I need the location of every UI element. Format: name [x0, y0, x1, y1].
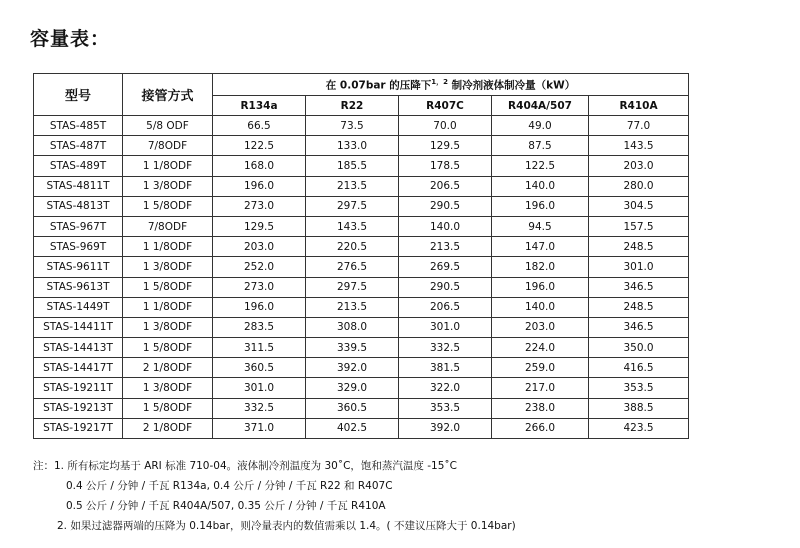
- header-capacity-sup: 1，2: [431, 77, 449, 86]
- table-row: [34, 338, 689, 358]
- capacity-cell: 297.5: [306, 196, 399, 216]
- header-r404a: R404A/507: [492, 96, 589, 116]
- model-cell: STAS-9611T: [34, 257, 123, 277]
- capacity-cell: 297.5: [306, 277, 399, 297]
- capacity-cell: 196.0: [213, 176, 306, 196]
- capacity-cell: 353.5: [589, 378, 689, 398]
- table-row: [34, 317, 689, 337]
- capacity-cell: 332.5: [399, 338, 492, 358]
- capacity-cell: 346.5: [589, 317, 689, 337]
- capacity-cell: 178.5: [399, 156, 492, 176]
- capacity-cell: 283.5: [213, 317, 306, 337]
- capacity-cell: 301.0: [399, 317, 492, 337]
- capacity-cell: 140.0: [492, 176, 589, 196]
- capacity-cell: 350.0: [589, 338, 689, 358]
- model-cell: STAS-9613T: [34, 277, 123, 297]
- capacity-cell: 269.5: [399, 257, 492, 277]
- header-r410a: R410A: [589, 96, 689, 116]
- table-row: [34, 196, 689, 216]
- capacity-cell: 308.0: [306, 317, 399, 337]
- capacity-cell: 311.5: [213, 338, 306, 358]
- capacity-cell: 392.0: [399, 418, 492, 438]
- page-title: 容量表：: [30, 28, 111, 50]
- notes: [33, 456, 773, 536]
- capacity-cell: 217.0: [492, 378, 589, 398]
- capacity-cell: 322.0: [399, 378, 492, 398]
- capacity-cell: 49.0: [492, 116, 589, 136]
- table-row: [34, 136, 689, 156]
- capacity-cell: 196.0: [492, 196, 589, 216]
- model-cell: STAS-967T: [34, 216, 123, 236]
- connection-cell: 1 1/8ODF: [123, 237, 213, 257]
- capacity-cell: 273.0: [213, 277, 306, 297]
- capacity-cell: 290.5: [399, 277, 492, 297]
- capacity-cell: 203.0: [492, 317, 589, 337]
- capacity-cell: 213.5: [306, 297, 399, 317]
- capacity-cell: 371.0: [213, 418, 306, 438]
- table-row: [34, 216, 689, 236]
- capacity-cell: 73.5: [306, 116, 399, 136]
- table-row: [34, 358, 689, 378]
- capacity-cell: 423.5: [589, 418, 689, 438]
- capacity-cell: 280.0: [589, 176, 689, 196]
- capacity-cell: 290.5: [399, 196, 492, 216]
- connection-cell: 1 3/8ODF: [123, 257, 213, 277]
- connection-cell: 2 1/8ODF: [123, 358, 213, 378]
- header-r407c: R407C: [399, 96, 492, 116]
- header-r22: R22: [306, 96, 399, 116]
- capacity-cell: 276.5: [306, 257, 399, 277]
- table-row: [34, 237, 689, 257]
- header-capacity-suffix: 制冷剂液体制冷量（kW）: [448, 79, 576, 92]
- capacity-cell: 252.0: [213, 257, 306, 277]
- capacity-cell: 332.5: [213, 398, 306, 418]
- capacity-cell: 238.0: [492, 398, 589, 418]
- connection-cell: 1 5/8ODF: [123, 398, 213, 418]
- connection-cell: 1 3/8ODF: [123, 317, 213, 337]
- capacity-cell: 416.5: [589, 358, 689, 378]
- capacity-cell: 147.0: [492, 237, 589, 257]
- note-line-4: 2. 如果过滤器两端的压降为 0.14bar，则冷量表内的数值需乘以 1.4。( 不建议压降大于 0.14bar): [57, 520, 516, 532]
- capacity-cell: 122.5: [213, 136, 306, 156]
- model-cell: STAS-969T: [34, 237, 123, 257]
- capacity-cell: 203.0: [213, 237, 306, 257]
- connection-cell: 1 1/8ODF: [123, 297, 213, 317]
- capacity-cell: 196.0: [492, 277, 589, 297]
- table-body: [34, 116, 689, 439]
- header-connection: 接管方式: [123, 74, 213, 116]
- connection-cell: 7/8ODF: [123, 136, 213, 156]
- model-cell: STAS-14413T: [34, 338, 123, 358]
- capacity-cell: 301.0: [213, 378, 306, 398]
- capacity-cell: 213.5: [306, 176, 399, 196]
- capacity-cell: 182.0: [492, 257, 589, 277]
- capacity-cell: 360.5: [213, 358, 306, 378]
- capacity-cell: 143.5: [306, 216, 399, 236]
- capacity-table: [33, 73, 689, 439]
- model-cell: STAS-1449T: [34, 297, 123, 317]
- capacity-cell: 248.5: [589, 297, 689, 317]
- connection-cell: 1 5/8ODF: [123, 277, 213, 297]
- capacity-cell: 360.5: [306, 398, 399, 418]
- capacity-cell: 329.0: [306, 378, 399, 398]
- capacity-cell: 133.0: [306, 136, 399, 156]
- table-row: [34, 277, 689, 297]
- capacity-cell: 140.0: [399, 216, 492, 236]
- model-cell: STAS-485T: [34, 116, 123, 136]
- capacity-cell: 66.5: [213, 116, 306, 136]
- capacity-cell: 203.0: [589, 156, 689, 176]
- capacity-cell: 273.0: [213, 196, 306, 216]
- table-row: [34, 398, 689, 418]
- header-capacity-prefix: 在 0.07bar 的压降下: [325, 79, 432, 92]
- capacity-cell: 129.5: [213, 216, 306, 236]
- model-cell: STAS-14417T: [34, 358, 123, 378]
- model-cell: STAS-14411T: [34, 317, 123, 337]
- note-line-1: 注：1. 所有标定均基于 ARI 标准 710-04。液体制冷剂温度为 30˚C，饱和蒸汽温度 -15˚C: [33, 460, 457, 472]
- connection-cell: 1 3/8ODF: [123, 378, 213, 398]
- capacity-cell: 224.0: [492, 338, 589, 358]
- capacity-cell: 381.5: [399, 358, 492, 378]
- model-cell: STAS-4811T: [34, 176, 123, 196]
- capacity-cell: 129.5: [399, 136, 492, 156]
- connection-cell: 1 5/8ODF: [123, 196, 213, 216]
- header-r134a: R134a: [213, 96, 306, 116]
- capacity-cell: 185.5: [306, 156, 399, 176]
- connection-cell: 7/8ODF: [123, 216, 213, 236]
- capacity-cell: 248.5: [589, 237, 689, 257]
- model-cell: STAS-489T: [34, 156, 123, 176]
- model-cell: STAS-19217T: [34, 418, 123, 438]
- table-row: [34, 176, 689, 196]
- capacity-cell: 220.5: [306, 237, 399, 257]
- model-cell: STAS-19213T: [34, 398, 123, 418]
- capacity-cell: 196.0: [213, 297, 306, 317]
- note-line-2: 0.4 公斤 / 分钟 / 千瓦 R134a, 0.4 公斤 / 分钟 / 千瓦 R22 和 R407C: [66, 480, 393, 492]
- table-row: [34, 378, 689, 398]
- table-row: [34, 257, 689, 277]
- capacity-cell: 388.5: [589, 398, 689, 418]
- table-row: [34, 418, 689, 438]
- capacity-cell: 259.0: [492, 358, 589, 378]
- capacity-cell: 353.5: [399, 398, 492, 418]
- capacity-cell: 168.0: [213, 156, 306, 176]
- capacity-cell: 213.5: [399, 237, 492, 257]
- capacity-cell: 392.0: [306, 358, 399, 378]
- table-row: [34, 116, 689, 136]
- capacity-cell: 157.5: [589, 216, 689, 236]
- note-line-3: 0.5 公斤 / 分钟 / 千瓦 R404A/507, 0.35 公斤 / 分钟 / 千瓦 R410A: [66, 500, 386, 512]
- header-capacity: [213, 74, 689, 96]
- connection-cell: 2 1/8ODF: [123, 418, 213, 438]
- capacity-cell: 77.0: [589, 116, 689, 136]
- capacity-cell: 206.5: [399, 176, 492, 196]
- capacity-cell: 140.0: [492, 297, 589, 317]
- capacity-cell: 301.0: [589, 257, 689, 277]
- capacity-cell: 87.5: [492, 136, 589, 156]
- capacity-cell: 346.5: [589, 277, 689, 297]
- header-model: 型号: [34, 74, 123, 116]
- capacity-cell: 206.5: [399, 297, 492, 317]
- capacity-cell: 339.5: [306, 338, 399, 358]
- connection-cell: 1 3/8ODF: [123, 176, 213, 196]
- model-cell: STAS-4813T: [34, 196, 123, 216]
- capacity-cell: 122.5: [492, 156, 589, 176]
- capacity-cell: 266.0: [492, 418, 589, 438]
- table-row: [34, 156, 689, 176]
- connection-cell: 1 1/8ODF: [123, 156, 213, 176]
- capacity-cell: 402.5: [306, 418, 399, 438]
- connection-cell: 5/8 ODF: [123, 116, 213, 136]
- table-row: [34, 297, 689, 317]
- connection-cell: 1 5/8ODF: [123, 338, 213, 358]
- model-cell: STAS-487T: [34, 136, 123, 156]
- capacity-cell: 143.5: [589, 136, 689, 156]
- capacity-cell: 70.0: [399, 116, 492, 136]
- capacity-cell: 94.5: [492, 216, 589, 236]
- model-cell: STAS-19211T: [34, 378, 123, 398]
- capacity-cell: 304.5: [589, 196, 689, 216]
